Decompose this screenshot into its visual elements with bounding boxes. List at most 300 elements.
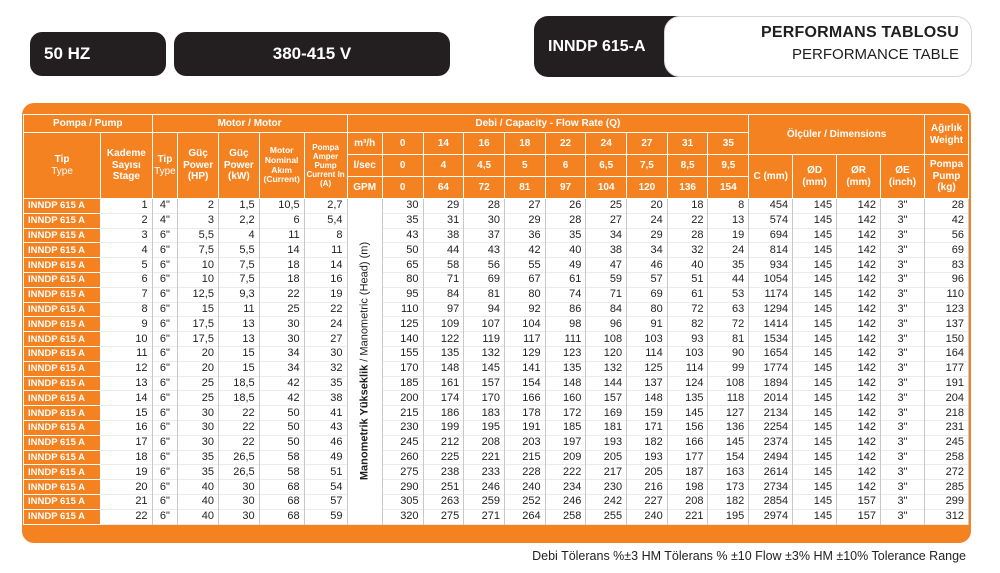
table-cell: 145 — [793, 450, 837, 465]
col-dim-or: ØR (mm) — [837, 155, 881, 199]
table-cell: 69 — [464, 272, 505, 287]
table-cell: 2494 — [749, 450, 793, 465]
flow-lsec: 0 — [382, 155, 423, 177]
table-cell: 172 — [545, 406, 586, 421]
table-cell: 15 — [178, 302, 219, 317]
table-cell: 320 — [382, 509, 423, 524]
table-cell: 22 — [218, 420, 259, 435]
table-cell: 141 — [504, 361, 545, 376]
flow-lsec: 5 — [504, 155, 545, 177]
table-cell: 135 — [545, 361, 586, 376]
table-cell: 81 — [708, 332, 749, 347]
flow-gpm: 72 — [464, 177, 505, 199]
table-cell: 3" — [881, 494, 925, 509]
table-cell: 145 — [793, 243, 837, 258]
flow-gpm: 154 — [708, 177, 749, 199]
flow-m3h: 24 — [586, 133, 627, 155]
table-row — [24, 228, 969, 243]
table-cell: 35 — [178, 465, 219, 480]
table-cell: 37 — [464, 228, 505, 243]
table-cell: 98 — [545, 317, 586, 332]
table-cell: 163 — [708, 465, 749, 480]
table-cell: 27 — [504, 199, 545, 214]
table-cell: 29 — [423, 199, 464, 214]
table-cell: 150 — [924, 332, 968, 347]
table-cell: 1 — [101, 199, 152, 214]
table-cell: 50 — [259, 420, 304, 435]
table-cell: 225 — [423, 450, 464, 465]
table-cell: 22 — [304, 302, 347, 317]
table-cell: 43 — [382, 228, 423, 243]
col-type: Tip Type — [24, 133, 101, 199]
table-cell: 155 — [382, 346, 423, 361]
table-cell: 11 — [101, 346, 152, 361]
table-cell: 57 — [627, 272, 668, 287]
table-cell: 9 — [101, 317, 152, 332]
table-cell: 145 — [793, 332, 837, 347]
table-cell: 53 — [708, 287, 749, 302]
table-cell: 6" — [152, 480, 178, 495]
table-cell: 6" — [152, 376, 178, 391]
table-cell: 110 — [924, 287, 968, 302]
table-row — [24, 302, 969, 317]
model-cell: INNDP 615 A — [24, 243, 101, 258]
table-cell: 24 — [304, 317, 347, 332]
table-cell: 44 — [708, 272, 749, 287]
table-cell: 19 — [708, 228, 749, 243]
flow-gpm: 81 — [504, 177, 545, 199]
flow-gpm: 104 — [586, 177, 627, 199]
flow-m3h: 0 — [382, 133, 423, 155]
table-cell: 227 — [627, 494, 668, 509]
flow-lsec: 6 — [545, 155, 586, 177]
flow-m3h: 16 — [464, 133, 505, 155]
frequency-badge: 50 HZ — [30, 32, 166, 76]
flow-group-header: Debi / Capacity - Flow Rate (Q) — [347, 115, 749, 133]
table-cell: 3" — [881, 435, 925, 450]
table-cell: 58 — [423, 258, 464, 273]
table-cell: 142 — [837, 213, 881, 228]
table-cell: 15 — [218, 346, 259, 361]
flow-lsec: 6,5 — [586, 155, 627, 177]
table-cell: 103 — [627, 332, 668, 347]
table-cell: 246 — [464, 480, 505, 495]
table-cell: 6" — [152, 465, 178, 480]
table-cell: 30 — [218, 494, 259, 509]
table-cell: 5,5 — [178, 228, 219, 243]
table-cell: 22 — [101, 509, 152, 524]
table-cell: 6" — [152, 435, 178, 450]
table-cell: 68 — [259, 494, 304, 509]
table-cell: 94 — [464, 302, 505, 317]
table-cell: 103 — [667, 346, 708, 361]
table-cell: 145 — [793, 346, 837, 361]
model-cell: INNDP 615 A — [24, 287, 101, 302]
table-cell: 30 — [382, 199, 423, 214]
table-cell: 252 — [504, 494, 545, 509]
table-cell: 30 — [259, 332, 304, 347]
table-cell: 218 — [924, 406, 968, 421]
table-cell: 25 — [259, 302, 304, 317]
table-cell: 18 — [259, 272, 304, 287]
table-cell: 34 — [586, 228, 627, 243]
table-cell: 91 — [627, 317, 668, 332]
table-cell: 6" — [152, 228, 178, 243]
table-cell: 69 — [627, 287, 668, 302]
table-cell: 24 — [708, 243, 749, 258]
table-cell: 51 — [667, 272, 708, 287]
title-box — [664, 16, 972, 77]
table-cell: 55 — [504, 258, 545, 273]
table-cell: 230 — [586, 480, 627, 495]
table-cell: 17 — [101, 435, 152, 450]
table-cell: 142 — [837, 272, 881, 287]
table-cell: 32 — [304, 361, 347, 376]
table-cell: 1414 — [749, 317, 793, 332]
table-cell: 32 — [667, 243, 708, 258]
table-cell: 1294 — [749, 302, 793, 317]
table-cell: 124 — [667, 376, 708, 391]
flow-gpm: 97 — [545, 177, 586, 199]
table-cell: 30 — [218, 509, 259, 524]
col-power-kw: Güç Power (kW) — [218, 133, 259, 199]
table-cell: 2254 — [749, 420, 793, 435]
flow-m3h: 22 — [545, 133, 586, 155]
table-cell: 6" — [152, 509, 178, 524]
table-cell: 6" — [152, 361, 178, 376]
table-cell: 38 — [586, 243, 627, 258]
table-cell: 18,5 — [218, 391, 259, 406]
table-cell: 13 — [218, 317, 259, 332]
table-cell: 10 — [101, 332, 152, 347]
table-cell: 157 — [464, 376, 505, 391]
table-cell: 114 — [667, 361, 708, 376]
table-cell: 2,2 — [218, 213, 259, 228]
table-cell: 3" — [881, 376, 925, 391]
table-cell: 15 — [101, 406, 152, 421]
table-cell: 120 — [586, 346, 627, 361]
col-motor-type: Tip Type — [152, 133, 178, 199]
table-cell: 145 — [793, 287, 837, 302]
table-cell: 58 — [259, 465, 304, 480]
table-cell: 154 — [708, 450, 749, 465]
table-cell: 68 — [259, 509, 304, 524]
table-cell: 156 — [667, 420, 708, 435]
table-cell: 34 — [259, 361, 304, 376]
table-row — [24, 346, 969, 361]
table-cell: 145 — [793, 213, 837, 228]
table-cell: 312 — [924, 509, 968, 524]
table-cell: 137 — [924, 317, 968, 332]
table-cell: 15 — [218, 361, 259, 376]
table-cell: 30 — [304, 346, 347, 361]
table-cell: 233 — [464, 465, 505, 480]
table-cell: 36 — [504, 228, 545, 243]
table-cell: 142 — [837, 450, 881, 465]
table-cell: 2974 — [749, 509, 793, 524]
table-cell: 20 — [178, 346, 219, 361]
table-cell: 132 — [464, 346, 505, 361]
table-cell: 5,4 — [304, 213, 347, 228]
table-cell: 2 — [101, 213, 152, 228]
table-cell: 127 — [708, 406, 749, 421]
table-cell: 145 — [793, 406, 837, 421]
table-cell: 26,5 — [218, 450, 259, 465]
table-cell: 205 — [627, 465, 668, 480]
table-row — [24, 406, 969, 421]
table-cell: 173 — [708, 480, 749, 495]
performance-table — [23, 114, 969, 525]
table-cell: 2374 — [749, 435, 793, 450]
table-cell: 245 — [382, 435, 423, 450]
table-cell: 17,5 — [178, 332, 219, 347]
table-cell: 80 — [627, 302, 668, 317]
table-cell: 129 — [504, 346, 545, 361]
table-cell: 148 — [423, 361, 464, 376]
table-cell: 142 — [837, 228, 881, 243]
col-pump-amper: Pompa Amper Pump Current In (A) — [304, 133, 347, 199]
flow-lsec: 8,5 — [667, 155, 708, 177]
table-cell: 200 — [382, 391, 423, 406]
table-cell: 221 — [667, 509, 708, 524]
table-cell: 114 — [627, 346, 668, 361]
table-cell: 118 — [708, 391, 749, 406]
table-cell: 187 — [667, 465, 708, 480]
table-cell: 56 — [464, 258, 505, 273]
table-cell: 18 — [667, 199, 708, 214]
table-cell: 4 — [218, 228, 259, 243]
table-cell: 246 — [545, 494, 586, 509]
table-cell: 20 — [627, 199, 668, 214]
table-cell: 140 — [382, 332, 423, 347]
model-cell: INNDP 615 A — [24, 199, 101, 214]
table-cell: 43 — [304, 420, 347, 435]
table-cell: 35 — [382, 213, 423, 228]
table-cell: 191 — [924, 376, 968, 391]
table-cell: 271 — [464, 509, 505, 524]
model-cell: INNDP 615 A — [24, 302, 101, 317]
table-cell: 99 — [708, 361, 749, 376]
table-cell: 11 — [218, 302, 259, 317]
table-cell: 7,5 — [218, 272, 259, 287]
table-cell: 6 — [259, 213, 304, 228]
table-cell: 264 — [504, 509, 545, 524]
table-cell: 84 — [423, 287, 464, 302]
table-row — [24, 332, 969, 347]
table-cell: 22 — [218, 406, 259, 421]
table-cell: 14 — [101, 391, 152, 406]
table-cell: 109 — [423, 317, 464, 332]
table-cell: 38 — [304, 391, 347, 406]
table-row — [24, 361, 969, 376]
table-cell: 161 — [423, 376, 464, 391]
table-cell: 2134 — [749, 406, 793, 421]
table-cell: 28 — [545, 213, 586, 228]
table-cell: 142 — [837, 346, 881, 361]
table-cell: 6" — [152, 272, 178, 287]
table-cell: 221 — [464, 450, 505, 465]
flow-lsec: 4,5 — [464, 155, 505, 177]
title-english: PERFORMANCE TABLE — [792, 46, 959, 63]
table-cell: 240 — [627, 509, 668, 524]
table-cell: 6" — [152, 243, 178, 258]
pump-group-header: Pompa / Pump — [24, 115, 153, 133]
table-cell: 145 — [793, 258, 837, 273]
col-dim-od: ØD (mm) — [793, 155, 837, 199]
table-cell: 181 — [586, 420, 627, 435]
table-cell: 2614 — [749, 465, 793, 480]
table-cell: 28 — [667, 228, 708, 243]
table-cell: 26 — [545, 199, 586, 214]
table-cell: 125 — [627, 361, 668, 376]
table-cell: 18 — [101, 450, 152, 465]
table-cell: 934 — [749, 258, 793, 273]
table-cell: 35 — [708, 258, 749, 273]
table-cell: 3" — [881, 213, 925, 228]
model-cell: INNDP 615 A — [24, 376, 101, 391]
table-cell: 166 — [504, 391, 545, 406]
table-cell: 195 — [464, 420, 505, 435]
table-cell: 145 — [793, 509, 837, 524]
table-cell: 30 — [178, 406, 219, 421]
table-cell: 81 — [464, 287, 505, 302]
model-badge: INNDP 615-A — [534, 16, 724, 77]
table-cell: 14 — [259, 243, 304, 258]
table-cell: 3" — [881, 332, 925, 347]
model-cell: INNDP 615 A — [24, 509, 101, 524]
table-cell: 27 — [586, 213, 627, 228]
model-cell: INNDP 615 A — [24, 420, 101, 435]
flow-lsec: 7,5 — [627, 155, 668, 177]
table-cell: 61 — [667, 287, 708, 302]
table-cell: 50 — [382, 243, 423, 258]
table-cell: 123 — [545, 346, 586, 361]
table-cell: 251 — [423, 480, 464, 495]
table-row — [24, 258, 969, 273]
model-cell: INNDP 615 A — [24, 494, 101, 509]
table-cell: 18,5 — [218, 376, 259, 391]
table-cell: 574 — [749, 213, 793, 228]
table-cell: 193 — [627, 450, 668, 465]
table-cell: 6" — [152, 302, 178, 317]
table-cell: 3" — [881, 480, 925, 495]
table-cell: 142 — [837, 332, 881, 347]
table-cell: 142 — [837, 258, 881, 273]
table-cell: 137 — [627, 376, 668, 391]
table-cell: 238 — [423, 465, 464, 480]
table-cell: 6" — [152, 332, 178, 347]
table-cell: 1174 — [749, 287, 793, 302]
table-cell: 3" — [881, 287, 925, 302]
table-cell: 97 — [423, 302, 464, 317]
table-cell: 215 — [382, 406, 423, 421]
table-cell: 6" — [152, 258, 178, 273]
table-cell: 2734 — [749, 480, 793, 495]
flow-gpm: 0 — [382, 177, 423, 199]
table-cell: 40 — [178, 509, 219, 524]
table-cell: 7,5 — [218, 258, 259, 273]
model-cell: INNDP 615 A — [24, 258, 101, 273]
table-cell: 145 — [793, 465, 837, 480]
table-cell: 71 — [586, 287, 627, 302]
table-cell: 208 — [667, 494, 708, 509]
table-cell: 17,5 — [178, 317, 219, 332]
model-cell: INNDP 615 A — [24, 346, 101, 361]
table-cell: 7,5 — [178, 243, 219, 258]
table-cell: 6" — [152, 406, 178, 421]
table-cell: 19 — [304, 287, 347, 302]
table-cell: 72 — [708, 317, 749, 332]
table-cell: 5 — [101, 258, 152, 273]
table-cell: 258 — [924, 450, 968, 465]
table-row — [24, 199, 969, 214]
table-cell: 145 — [793, 317, 837, 332]
table-cell: 160 — [545, 391, 586, 406]
table-cell: 80 — [504, 287, 545, 302]
table-cell: 144 — [586, 376, 627, 391]
table-cell: 177 — [667, 450, 708, 465]
table-cell: 49 — [545, 258, 586, 273]
model-cell: INNDP 615 A — [24, 332, 101, 347]
table-cell: 6" — [152, 346, 178, 361]
table-cell: 145 — [793, 494, 837, 509]
table-cell: 108 — [708, 376, 749, 391]
table-cell: 142 — [837, 361, 881, 376]
table-cell: 299 — [924, 494, 968, 509]
table-cell: 142 — [837, 302, 881, 317]
table-cell: 35 — [545, 228, 586, 243]
table-cell: 9,3 — [218, 287, 259, 302]
flow-m3h: 14 — [423, 133, 464, 155]
table-cell: 104 — [504, 317, 545, 332]
table-cell: 230 — [382, 420, 423, 435]
table-cell: 6" — [152, 317, 178, 332]
table-cell: 40 — [545, 243, 586, 258]
table-cell: 135 — [423, 346, 464, 361]
table-cell: 14 — [304, 258, 347, 273]
table-cell: 40 — [178, 494, 219, 509]
table-cell: 13 — [708, 213, 749, 228]
table-cell: 142 — [837, 391, 881, 406]
table-cell: 145 — [793, 272, 837, 287]
table-cell: 3" — [881, 317, 925, 332]
table-row — [24, 376, 969, 391]
table-row — [24, 243, 969, 258]
table-cell: 42 — [259, 376, 304, 391]
table-cell: 191 — [504, 420, 545, 435]
table-cell: 290 — [382, 480, 423, 495]
table-cell: 108 — [586, 332, 627, 347]
table-cell: 145 — [464, 361, 505, 376]
table-cell: 10 — [178, 272, 219, 287]
table-cell: 199 — [423, 420, 464, 435]
table-cell: 96 — [586, 317, 627, 332]
table-cell: 56 — [924, 228, 968, 243]
dimensions-group-header: Ölçüler / Dimensions — [749, 115, 925, 155]
table-cell: 11 — [304, 243, 347, 258]
table-cell: 21 — [101, 494, 152, 509]
table-cell: 234 — [545, 480, 586, 495]
table-cell: 142 — [837, 317, 881, 332]
table-cell: 2014 — [749, 391, 793, 406]
table-cell: 82 — [667, 317, 708, 332]
table-cell: 182 — [708, 494, 749, 509]
flow-lsec: 4 — [423, 155, 464, 177]
table-cell: 90 — [708, 346, 749, 361]
table-cell: 110 — [382, 302, 423, 317]
table-cell: 30 — [178, 420, 219, 435]
model-cell: INNDP 615 A — [24, 272, 101, 287]
